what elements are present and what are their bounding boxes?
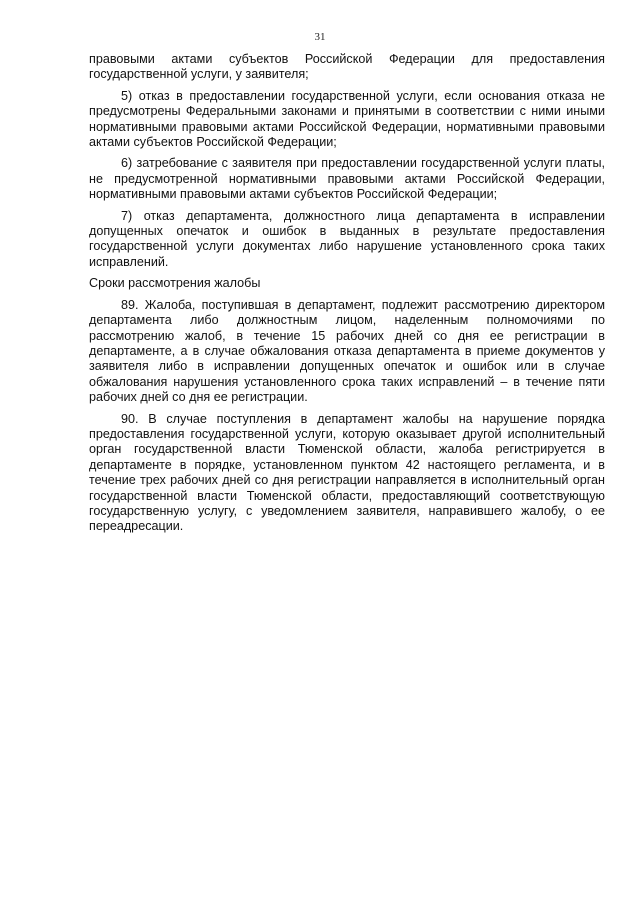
- paragraph-item-6: 6) затребование с заявителя при предоставлении государственной услуги платы, не предусмотренной нормативными правовыми актами Российской Федерации, нормативными правовыми актами субъектов Российской Федерации;: [89, 156, 605, 202]
- document-body: [89, 52, 605, 541]
- paragraph-89: 89. Жалоба, поступившая в департамент, подлежит рассмотрению директором департамента либо должностным лицом, наделенным полномочиями по рассмотрению жалоб, в течение 15 рабочих дней со дня ее регистрации в департаменте, а в случае обжалования отказа департамента в приеме документов у заявителя либо в исправлении допущенных опечаток и ошибок или в случае обжалования нарушения установленного срока таких исправлений – в течение пяти рабочих дней со дня ее регистрации.: [89, 297, 605, 405]
- paragraph-continuation: правовыми актами субъектов Российской Федерации для предоставления государственной услуги, у заявителя;: [89, 52, 605, 82]
- paragraph-item-7: 7) отказ департамента, должностного лица департамента в исправлении допущенных опечаток и ошибок в выданных в результате предоставления государственной услуги документах либо нарушение установленного срока таких исправлений.: [89, 208, 605, 269]
- page-number: 31: [314, 31, 326, 43]
- paragraph-90: 90. В случае поступления в департамент жалобы на нарушение порядка предоставления государственной услуги, которую оказывает другой исполнительный орган государственной власти Тюменской области, жалоба регистрируется в департаменте в порядке, установленном пунктом 42 настоящего регламента, и в течение трех рабочих дней со дня регистрации направляется в исполнительный орган государственной власти Тюменской области, предоставляющий соответствующую государственную услугу, с уведомлением заявителя, направившего жалобу, о ее переадресации.: [89, 411, 605, 534]
- section-heading: Сроки рассмотрения жалобы: [89, 276, 261, 291]
- paragraph-item-5: 5) отказ в предоставлении государственной услуги, если основания отказа не предусмотрены Федеральными законами и принятыми в соответствии с ними иными нормативными правовыми актами Российской Федерации, нормативными правовыми актами субъектов Российской Федерации;: [89, 88, 605, 150]
